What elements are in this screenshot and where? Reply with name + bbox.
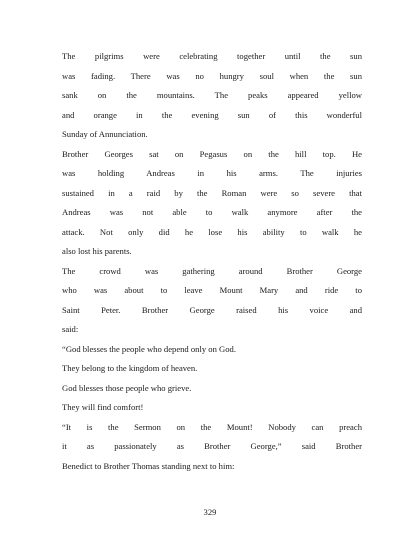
paragraph	[62, 262, 362, 340]
text-line: Andreas was not able to walk anymore after the	[62, 207, 362, 217]
text-line: was holding Andreas in his arms. The injuries	[62, 168, 362, 178]
text-line: and orange in the evening sun of this wonderful	[62, 109, 362, 120]
paragraph	[62, 340, 362, 360]
text-line: attack. Not only did he lose his ability to walk he	[62, 226, 362, 237]
text-line: said:	[62, 324, 79, 334]
text-line: who was about to leave Mount Mary and ride to	[62, 285, 362, 295]
text-line: it as passionately as Brother George,” said Brother	[62, 441, 362, 451]
text-line: Brother Georges sat on Pegasus on the hill top. He	[62, 148, 362, 159]
paragraph	[62, 379, 362, 399]
text-line: sank on the mountains. The peaks appeared yellow	[62, 90, 362, 100]
text-line: was fading. There was no hungry soul when the sun	[62, 70, 362, 81]
text-line: The pilgrims were celebrating together until the sun	[62, 51, 362, 61]
paragraph	[62, 145, 362, 262]
text-line: “It is the Sermon on the Mount! Nobody can preach	[62, 421, 362, 432]
text-line: “God blesses the people who depend only on God.	[62, 343, 236, 354]
paragraph	[62, 398, 362, 418]
paragraph	[62, 47, 362, 145]
paragraph	[62, 418, 362, 477]
text-line: They belong to the kingdom of heaven.	[62, 363, 198, 373]
text-line: Benedict to Brother Thomas standing next to him:	[62, 460, 235, 471]
text-line: Sunday of Annunciation.	[62, 129, 148, 139]
paragraph	[62, 359, 362, 379]
text-line: Saint Peter. Brother George raised his voice and	[62, 304, 362, 315]
text-line: also lost his parents.	[62, 246, 132, 256]
page-number: 329	[203, 507, 217, 517]
text-line: The crowd was gathering around Brother George	[62, 265, 362, 276]
text-line: God blesses those people who grieve.	[62, 382, 192, 393]
text-line: sustained in a raid by the Roman were so severe that	[62, 187, 362, 198]
text-line: They will find comfort!	[62, 402, 144, 412]
body-text	[62, 47, 362, 476]
